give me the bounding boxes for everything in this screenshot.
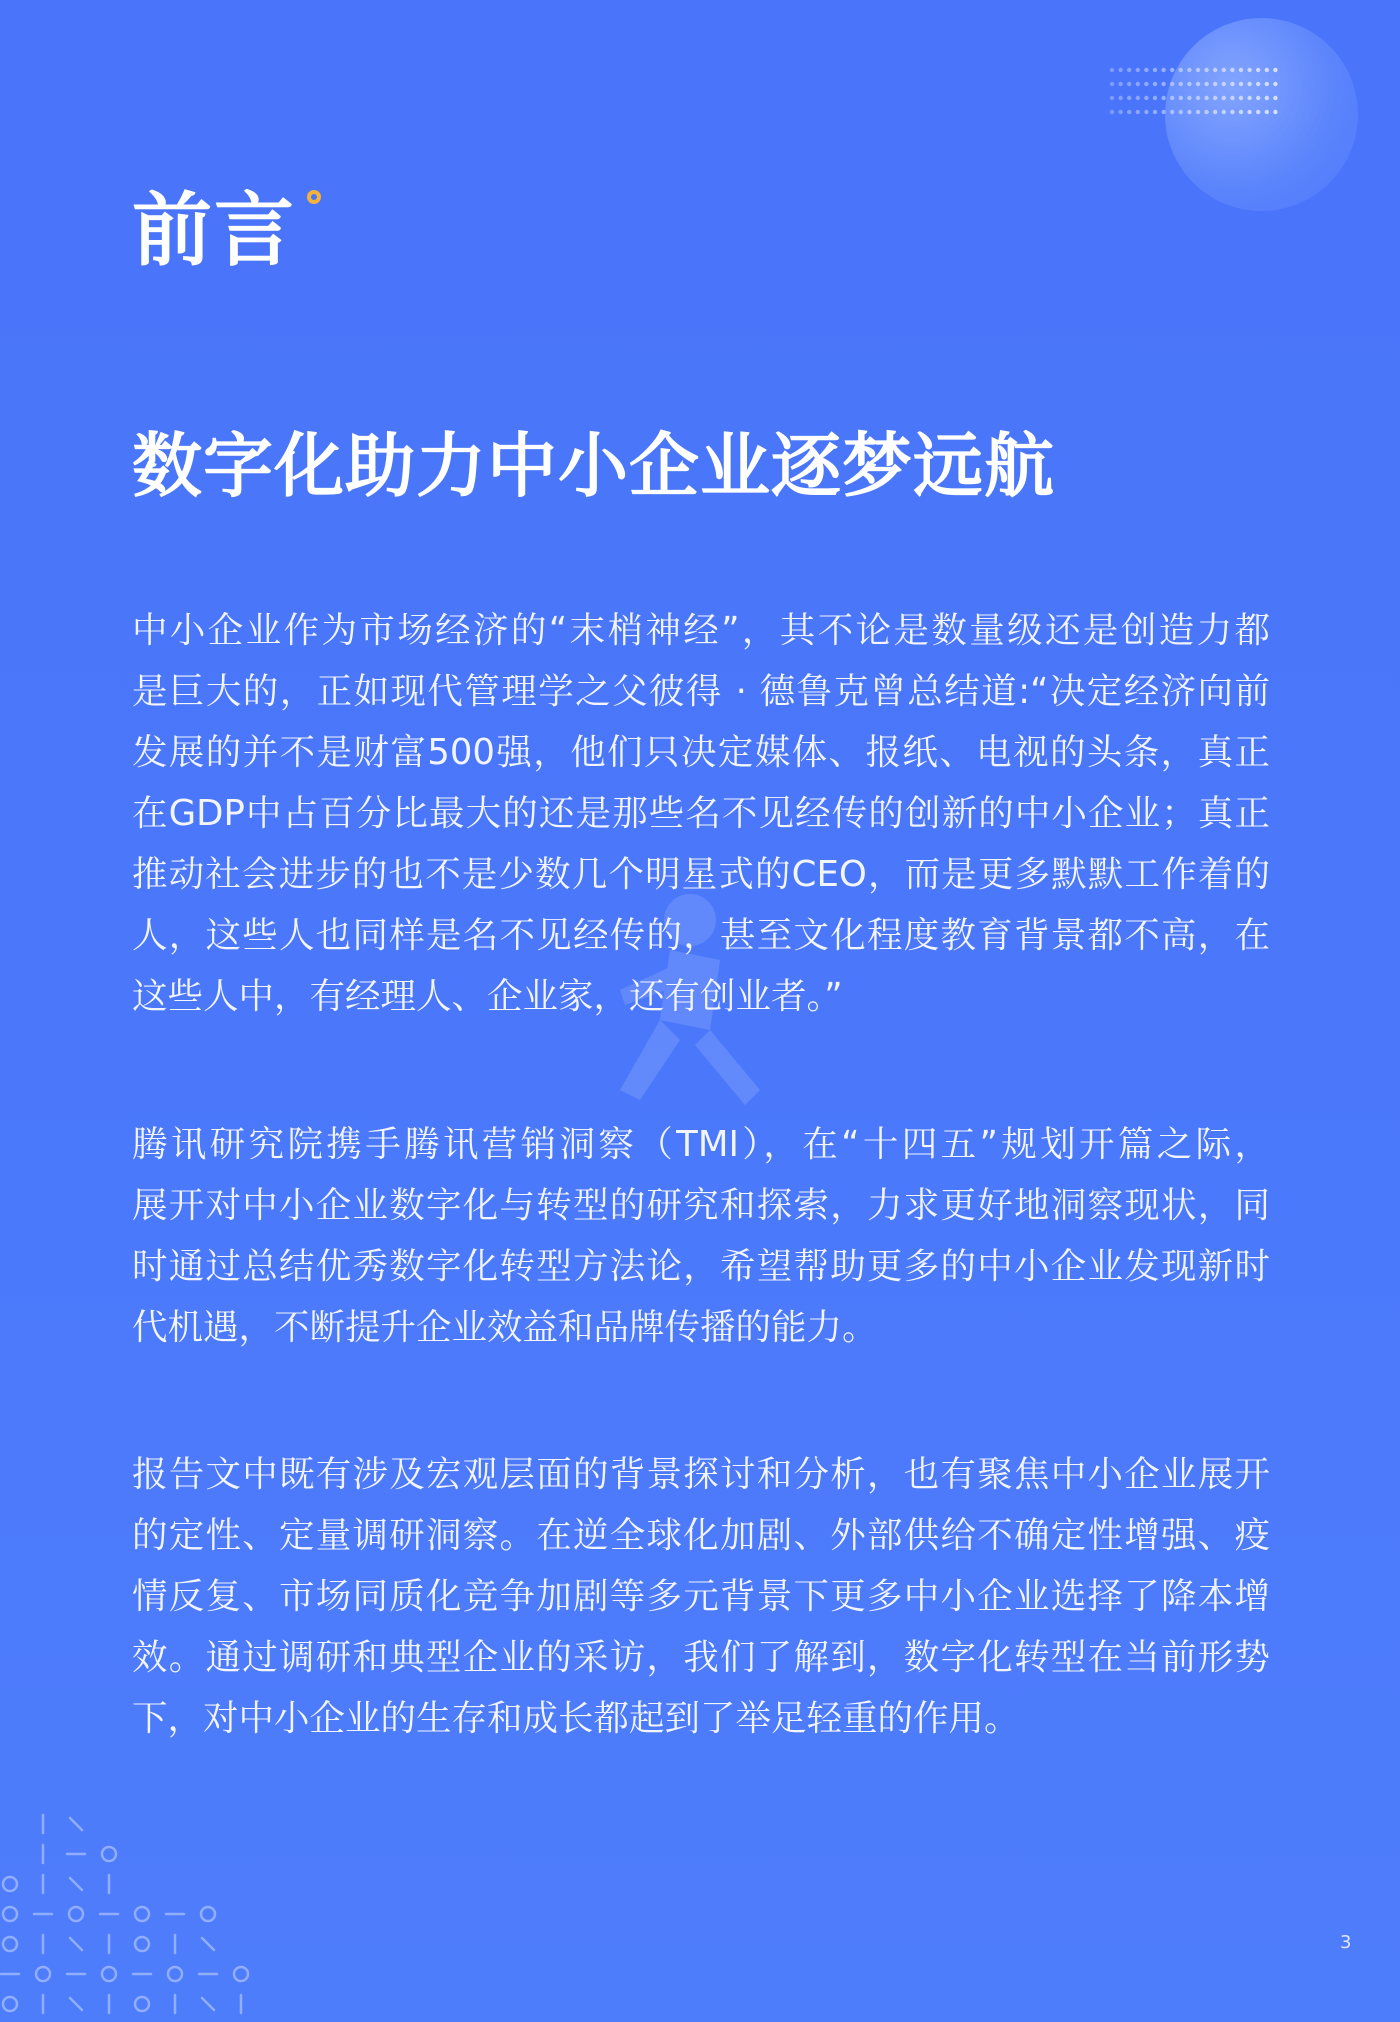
title-ring-ornament	[307, 190, 321, 204]
decorative-dot	[1110, 110, 1114, 114]
decorative-dot	[1179, 82, 1183, 86]
paragraph-1	[132, 600, 1270, 1027]
decorative-dot	[1239, 68, 1243, 72]
decorative-dot	[1127, 110, 1131, 114]
paragraph-line: 是巨大的，正如现代管理学之父彼得 · 德鲁克曾总结道:“决定经济向前	[132, 671, 1270, 712]
decorative-dot	[1273, 68, 1277, 72]
decorative-dot	[1161, 96, 1165, 100]
decorative-dot	[1256, 82, 1260, 86]
decorative-pattern-mark	[135, 1907, 149, 1921]
decorative-dot	[1179, 110, 1183, 114]
paragraph-line: 的定性、定量调研洞察。在逆全球化加剧、外部供给不确定性增强、疫	[132, 1515, 1270, 1556]
decorative-dot	[1247, 110, 1251, 114]
decorative-dot	[1239, 82, 1243, 86]
decorative-pattern-mark	[70, 1998, 82, 2010]
decorative-pattern-mark	[70, 1878, 82, 1890]
decorative-dot	[1187, 110, 1191, 114]
decorative-dot	[1247, 82, 1251, 86]
decorative-dot	[1153, 68, 1157, 72]
decorative-dot	[1179, 68, 1183, 72]
decorative-dot	[1196, 110, 1200, 114]
decorative-dot	[1247, 96, 1251, 100]
decorative-dot	[1118, 110, 1122, 114]
decorative-dot	[1110, 68, 1114, 72]
decorative-dot	[1196, 82, 1200, 86]
decorative-dot	[1230, 68, 1234, 72]
decorative-dot	[1196, 96, 1200, 100]
decorative-dot	[1256, 110, 1260, 114]
decorative-dot	[1110, 96, 1114, 100]
decorative-pattern-mark	[135, 1997, 149, 2011]
paragraph-line: 在GDP中占百分比最大的还是那些名不见经传的创新的中小企业；真正	[132, 793, 1270, 834]
decorative-dot	[1273, 110, 1277, 114]
decorative-dot	[1213, 82, 1217, 86]
paragraph-line: 代机遇，不断提升企业效益和品牌传播的能力。	[132, 1307, 878, 1348]
decorative-dot	[1265, 82, 1269, 86]
decorative-dot	[1213, 110, 1217, 114]
decorative-pattern-mark	[102, 1847, 116, 1861]
decorative-dot	[1161, 68, 1165, 72]
decorative-pattern-mark	[201, 1907, 215, 1921]
decorative-dot	[1222, 68, 1226, 72]
paragraph-line: 人，这些人也同样是名不见经传的，甚至文化程度教育背景都不高，在	[132, 915, 1270, 956]
decorative-pattern-mark	[3, 1907, 17, 1921]
decorative-dot	[1136, 110, 1140, 114]
decorative-pattern-mark	[70, 1938, 82, 1950]
decorative-pattern-mark	[3, 1997, 17, 2011]
decorative-dot	[1127, 82, 1131, 86]
paragraph-line: 发展的并不是财富500强，他们只决定媒体、报纸、电视的头条，真正	[132, 732, 1270, 773]
decorative-dot	[1187, 96, 1191, 100]
decorative-dot	[1170, 82, 1174, 86]
page-number: 3	[1340, 1932, 1352, 1953]
decorative-pattern-mark	[3, 1937, 17, 1951]
decorative-dot	[1213, 96, 1217, 100]
decorative-dot	[1204, 68, 1208, 72]
decorative-dot	[1187, 82, 1191, 86]
decorative-pattern-mark	[202, 1938, 214, 1950]
decorative-pattern-mark	[69, 1907, 83, 1921]
decorative-pattern-mark	[3, 1877, 17, 1891]
decorative-dot	[1265, 110, 1269, 114]
decorative-dot	[1222, 96, 1226, 100]
decorative-dot	[1230, 82, 1234, 86]
paragraph-line: 展开对中小企业数字化与转型的研究和探索，力求更好地洞察现状，同	[132, 1185, 1270, 1226]
heading-block	[132, 186, 296, 286]
decorative-dot	[1153, 110, 1157, 114]
decorative-dot	[1161, 82, 1165, 86]
decorative-dot-grid	[1108, 66, 1283, 126]
paragraph-line: 情反复、市场同质化竞争加剧等多元背景下更多中小企业选择了降本增	[132, 1576, 1270, 1617]
decorative-dot	[1110, 82, 1114, 86]
decorative-pattern-mark	[135, 1937, 149, 1951]
page-title: 前言	[132, 184, 296, 277]
decorative-dot	[1144, 82, 1148, 86]
decorative-dot	[1187, 68, 1191, 72]
decorative-dot	[1265, 68, 1269, 72]
decorative-pattern-mark	[234, 1967, 248, 1981]
decorative-dot	[1230, 96, 1234, 100]
paragraph-2	[132, 1114, 1270, 1358]
paragraph-line: 这些人中，有经理人、企业家，还有创业者。”	[132, 976, 843, 1017]
decorative-dot	[1153, 82, 1157, 86]
decorative-dot	[1153, 96, 1157, 100]
decorative-dot	[1256, 96, 1260, 100]
decorative-dot	[1127, 96, 1131, 100]
paragraph-line: 腾讯研究院携手腾讯营销洞察（TMI），在“十四五”规划开篇之际，	[132, 1124, 1270, 1165]
decorative-pattern-mark	[70, 1818, 82, 1830]
decorative-dot	[1118, 68, 1122, 72]
paragraph-line: 下，对中小企业的生存和成长都起到了举足轻重的作用。	[132, 1698, 1020, 1739]
decorative-dot	[1179, 96, 1183, 100]
decorative-dot	[1144, 68, 1148, 72]
decorative-dot	[1170, 68, 1174, 72]
decorative-dot	[1273, 82, 1277, 86]
decorative-dot	[1118, 96, 1122, 100]
decorative-dot	[1144, 96, 1148, 100]
paragraph-3	[132, 1444, 1270, 1749]
decorative-dot	[1204, 82, 1208, 86]
decorative-dot	[1256, 68, 1260, 72]
decorative-pattern-mark	[202, 1998, 214, 2010]
decorative-dot	[1213, 68, 1217, 72]
decorative-dot	[1273, 96, 1277, 100]
decorative-dot	[1144, 110, 1148, 114]
decorative-dot	[1230, 110, 1234, 114]
decorative-dot	[1136, 82, 1140, 86]
paragraph-line: 时通过总结优秀数字化转型方法论，希望帮助更多的中小企业发现新时	[132, 1246, 1270, 1287]
decorative-dot	[1247, 68, 1251, 72]
section-subtitle: 数字化助力中小企业逐梦远航	[132, 425, 1055, 507]
paragraph-line: 报告文中既有涉及宏观层面的背景探讨和分析，也有聚焦中小企业展开	[132, 1454, 1270, 1495]
decorative-dot	[1204, 96, 1208, 100]
decorative-dot	[1136, 68, 1140, 72]
decorative-dot	[1136, 96, 1140, 100]
decorative-line-circle-pattern	[0, 1810, 260, 2022]
decorative-dot	[1222, 82, 1226, 86]
decorative-dot	[1161, 110, 1165, 114]
decorative-dot	[1170, 110, 1174, 114]
decorative-dot	[1222, 110, 1226, 114]
decorative-dot	[1118, 82, 1122, 86]
decorative-dot	[1239, 110, 1243, 114]
decorative-dot	[1170, 96, 1174, 100]
paragraph-line: 中小企业作为市场经济的“末梢神经”，其不论是数量级还是创造力都	[132, 610, 1270, 651]
decorative-dot	[1265, 96, 1269, 100]
decorative-dot	[1127, 68, 1131, 72]
decorative-pattern-mark	[168, 1967, 182, 1981]
decorative-dot	[1196, 68, 1200, 72]
paragraph-line: 效。通过调研和典型企业的采访，我们了解到，数字化转型在当前形势	[132, 1637, 1270, 1678]
decorative-pattern-mark	[36, 1967, 50, 1981]
paragraph-line: 推动社会进步的也不是少数几个明星式的CEO，而是更多默默工作着的	[132, 854, 1270, 895]
decorative-pattern-mark	[102, 1967, 116, 1981]
decorative-dot	[1239, 96, 1243, 100]
decorative-dot	[1204, 110, 1208, 114]
